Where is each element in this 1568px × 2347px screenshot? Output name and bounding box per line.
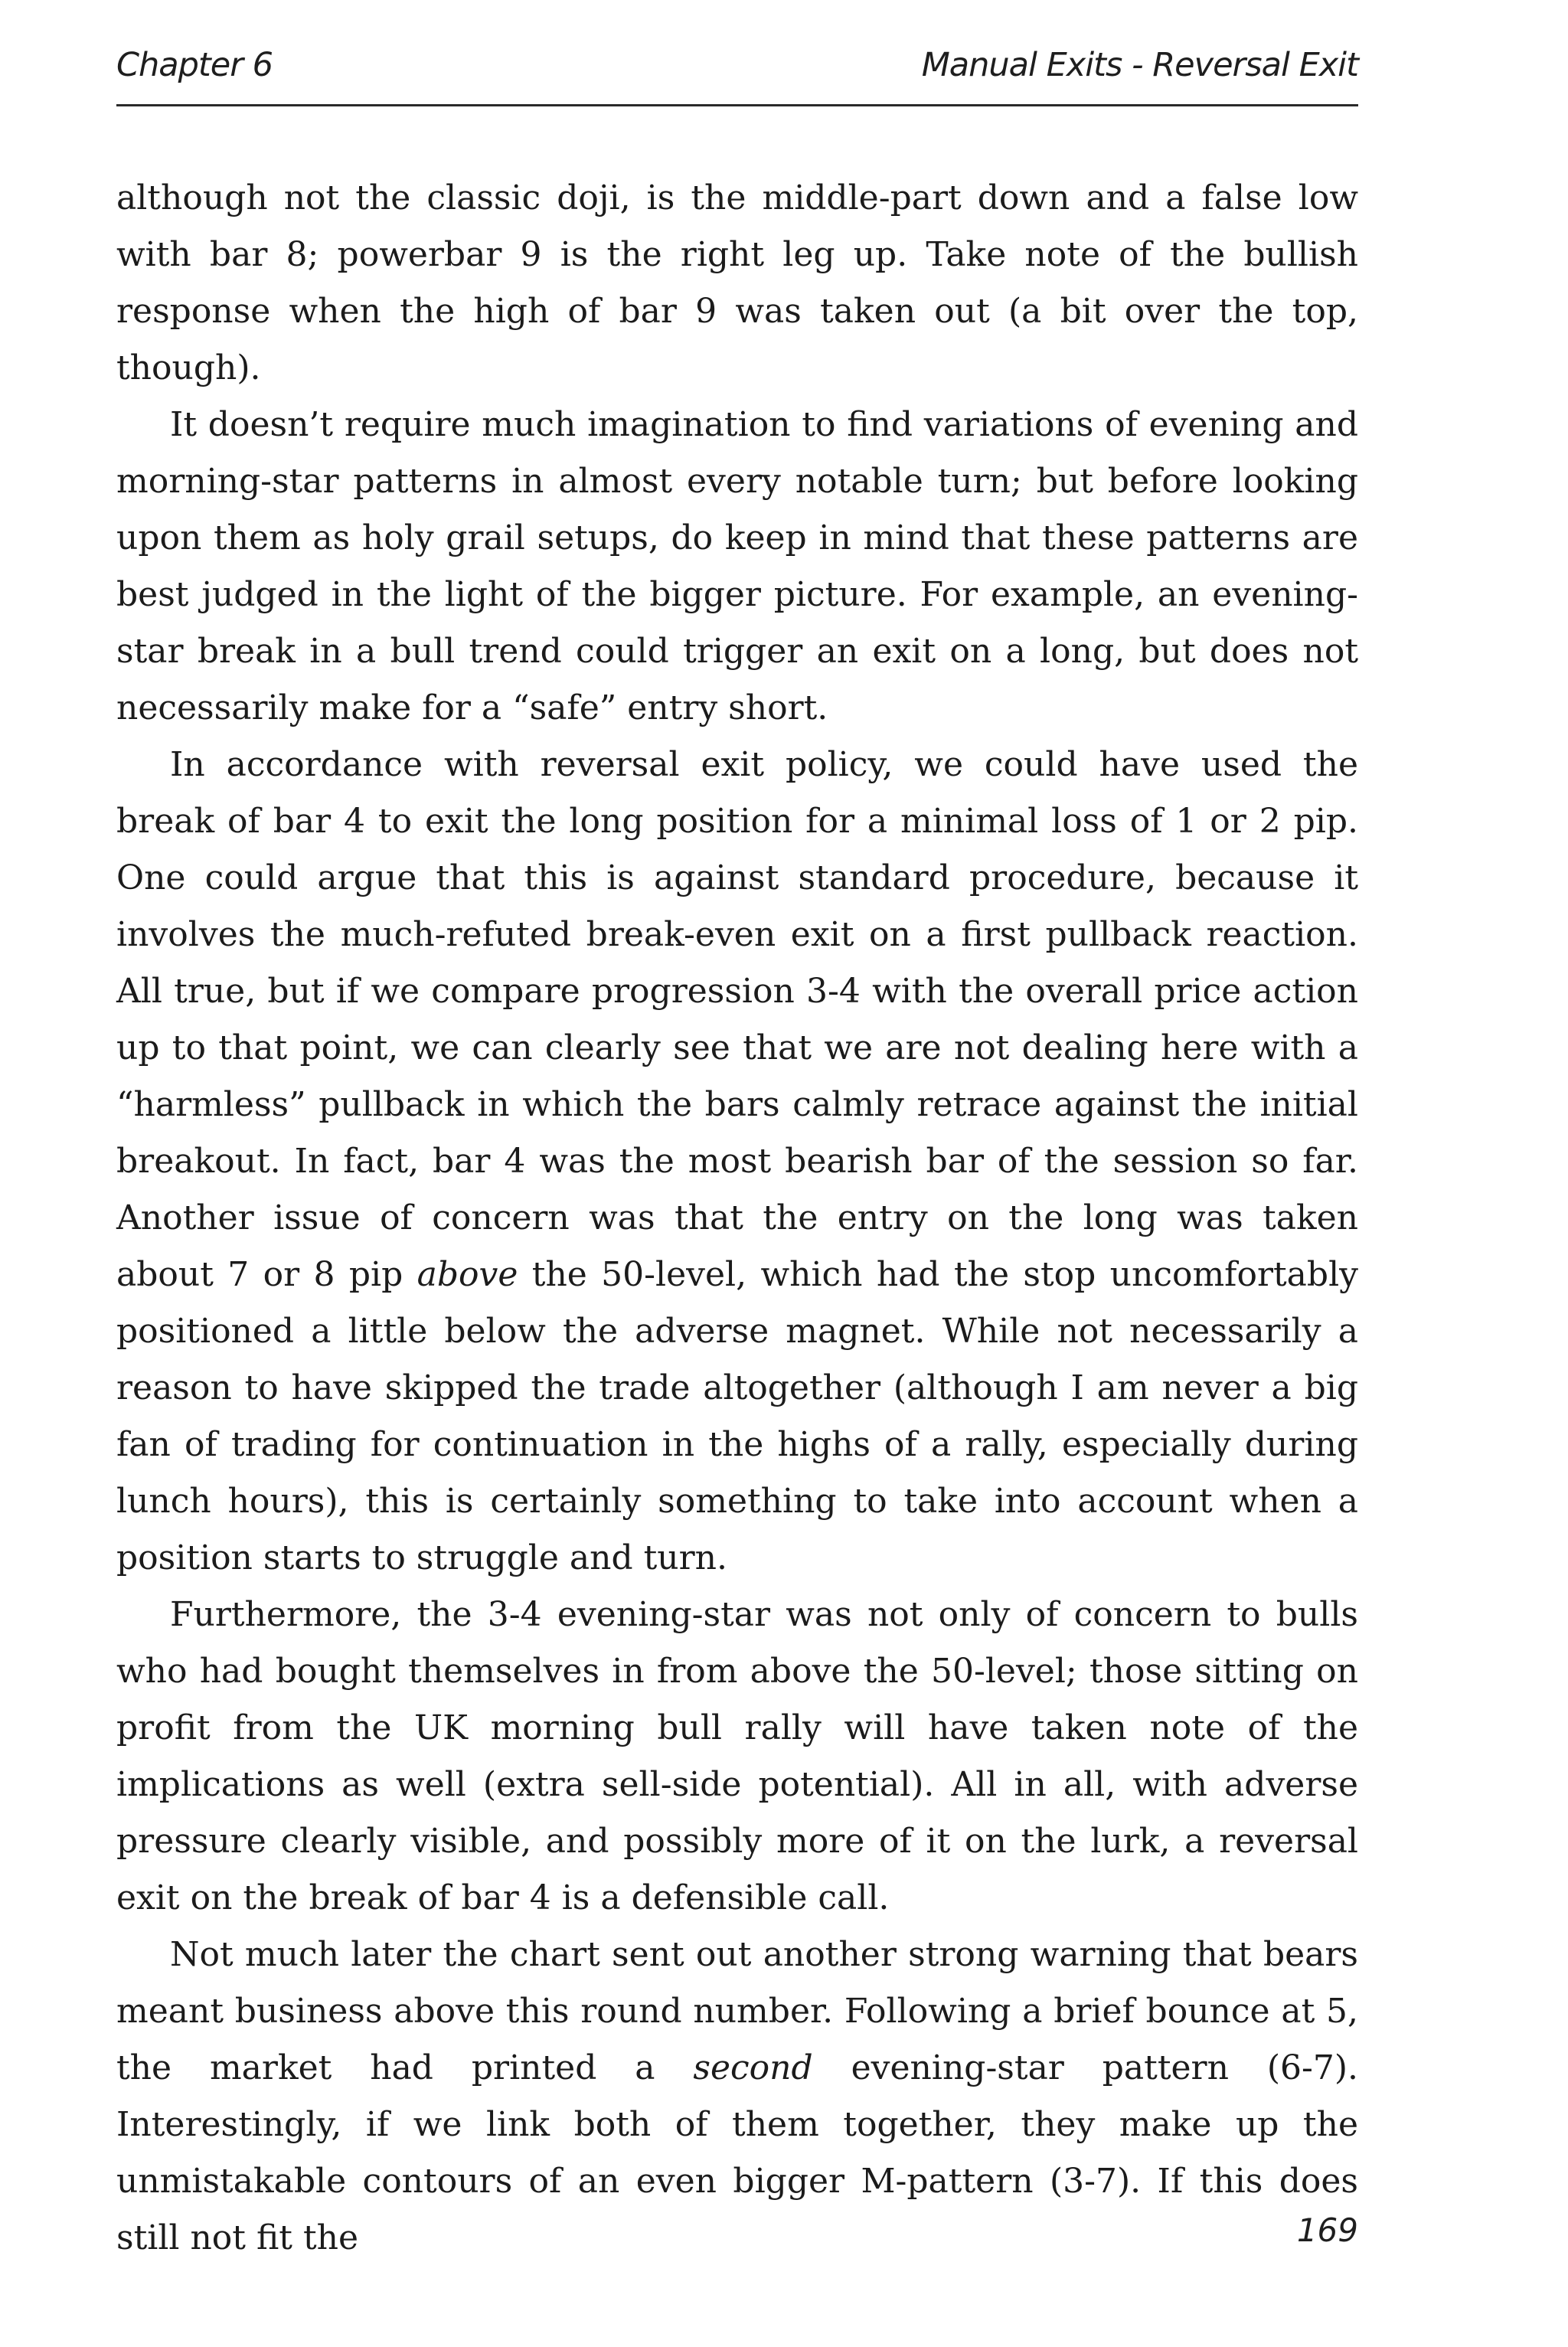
paragraph-5 (116, 1927, 1358, 2267)
page-number: 169 (1296, 2211, 1358, 2249)
paragraph-4: Furthermore, the 3-4 evening-star was not only of concern to bulls who had bought themselves in from above the 50-level; those sitting on profit from the UK morning bull rally will have taken note of the implications as well (extra sell-side potential). All in all, with adverse pressure clearly visible, and possibly more of it on the lurk, a reversal exit on the break of bar 4 is a defensible call. (116, 1595, 1358, 1917)
paragraph-5-emphasis: second (693, 2048, 813, 2087)
header-rule (116, 104, 1358, 106)
running-header (116, 46, 1358, 96)
paragraph-3 (116, 737, 1358, 1587)
paragraph-5-text-b: evening-star pattern (6-7). Interestingly, if we link both of them together, they make up the unmistakable contours of an even bigger M-pattern (3-7). If this does still not fit the (116, 2048, 1358, 2257)
chapter-label: Chapter 6 (116, 46, 273, 84)
body-text (116, 170, 1358, 2267)
paragraph-1: although not the classic doji, is the middle-part down and a false low with bar 8; powerbar 9 is the right leg up. Take note of the bullish response when the high of bar 9 was taken out (a bit over the top, though). (116, 178, 1358, 387)
paragraph-3-text-b: the 50-level, which had the stop uncomfortably positioned a little below the adverse magnet. While not necessarily a reason to have skipped the trade altogether (although I am never a big fan of trading for continuation in the highs of a rally, especially during lunch hours), this is certainly something to take into account when a position starts to struggle and turn. (116, 1255, 1358, 1577)
section-title: Manual Exits - Reversal Exit (921, 46, 1358, 84)
paragraph-3-text-a: In accordance with reversal exit policy, we could have used the break of bar 4 to exit the long position for a minimal loss of 1 or 2 pip. One could argue that this is against standard procedure, because it involves the much-refuted break-even exit on a first pullback reaction. All true, but if we compare progression 3-4 with the overall price action up to that point, we can clearly see that we are not dealing here with a “harmless” pullback in which the bars calmly retrace against the initial breakout. In fact, bar 4 was the most bearish bar of the session so far. Another issue of concern was that the entry on the long was taken about 7 or 8 pip (116, 745, 1358, 1294)
paragraph-3-emphasis: above (416, 1255, 518, 1294)
paragraph-5-text-a: Not much later the chart sent out another strong warning that bears meant business above this round number. Following a brief bounce at 5, the market had printed a (116, 1935, 1358, 2087)
paragraph-2: It doesn’t require much imagination to find variations of evening and morning-star patterns in almost every notable turn; but before looking upon them as holy grail setups, do keep in mind that these patterns are best judged in the light of the bigger picture. For example, an evening-star break in a bull trend could trigger an exit on a long, but does not necessarily make for a “safe” entry short. (116, 405, 1358, 727)
